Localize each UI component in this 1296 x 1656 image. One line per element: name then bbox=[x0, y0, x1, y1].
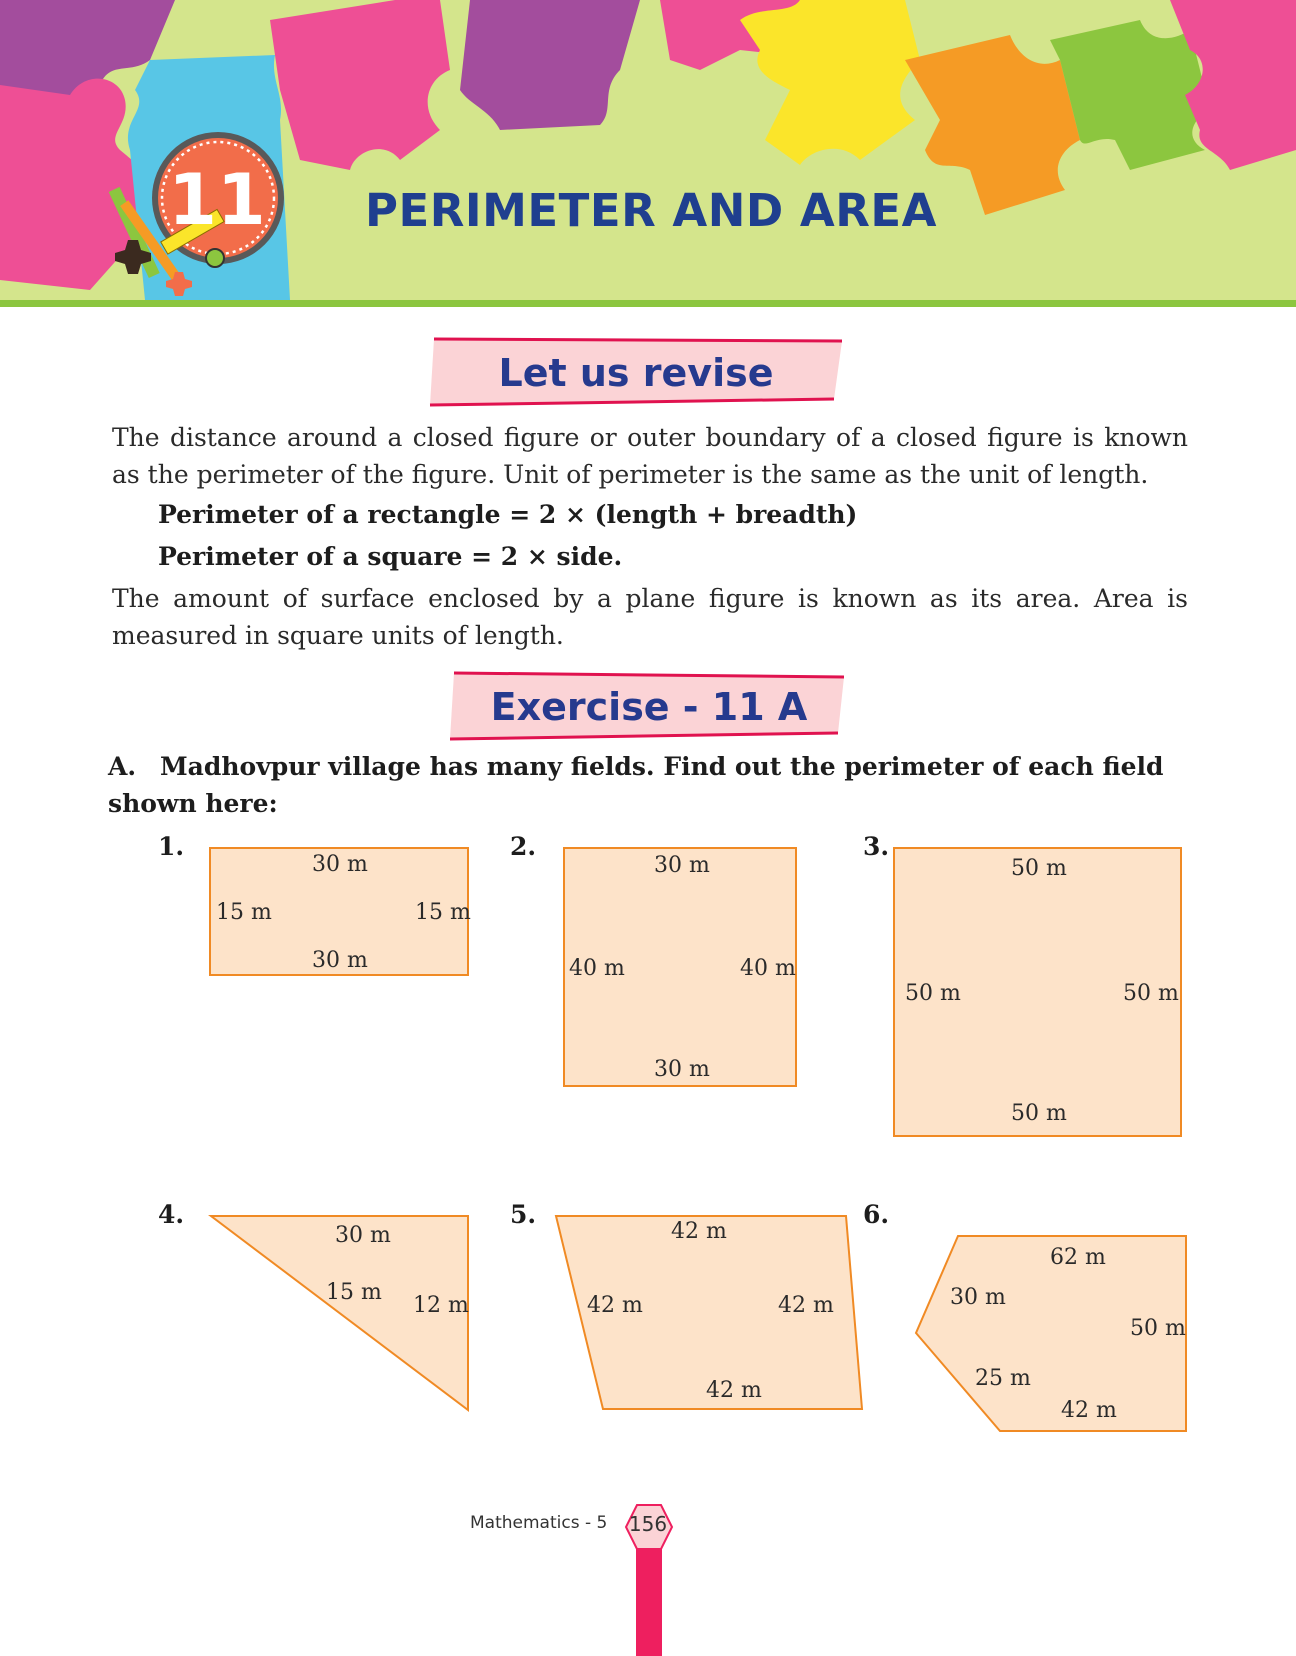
figure-6-number: 6. bbox=[863, 1200, 890, 1229]
figure-4-number: 4. bbox=[158, 1200, 185, 1229]
figure-2-left-label: 40 m bbox=[569, 956, 625, 981]
figure-3-number: 3. bbox=[863, 832, 890, 861]
rectangle-perimeter-formula: Perimeter of a rectangle = 2 × (length + breadth) bbox=[158, 500, 858, 529]
figure-5-number: 5. bbox=[510, 1200, 537, 1229]
figure-6-lower-slant-label: 25 m bbox=[975, 1366, 1031, 1391]
figure-2-number: 2. bbox=[510, 832, 537, 861]
figure-3-right-label: 50 m bbox=[1123, 981, 1179, 1006]
figure-5-left-label: 42 m bbox=[587, 1293, 643, 1318]
question-label: A. bbox=[108, 752, 137, 781]
figure-6-right-label: 50 m bbox=[1130, 1316, 1186, 1341]
figure-2-top-label: 30 m bbox=[654, 853, 710, 878]
figure-6-top-label: 62 m bbox=[1050, 1245, 1106, 1270]
figure-1-right-label: 15 m bbox=[415, 900, 471, 925]
figure-3-top-label: 50 m bbox=[1011, 856, 1067, 881]
figure-6-bottom-label: 42 m bbox=[1061, 1398, 1117, 1423]
figure-2-bottom-label: 30 m bbox=[654, 1057, 710, 1082]
area-definition: The amount of surface enclosed by a plane figure is known as its area. Area is measured in square units of length. bbox=[112, 584, 1188, 650]
figure-6-upper-slant-label: 30 m bbox=[950, 1285, 1006, 1310]
figure-1-bottom-label: 30 m bbox=[312, 948, 368, 973]
book-title: Mathematics - 5 bbox=[470, 1513, 608, 1533]
figure-1-number: 1. bbox=[158, 832, 185, 861]
revise-heading: Let us revise bbox=[498, 351, 774, 395]
figure-5-right-label: 42 m bbox=[778, 1293, 834, 1318]
figure-3-left-label: 50 m bbox=[905, 981, 961, 1006]
chapter-title: PERIMETER AND AREA bbox=[365, 184, 937, 237]
figure-4-right-label: 12 m bbox=[413, 1293, 469, 1318]
chapter-number: 11 bbox=[168, 159, 266, 241]
figure-2-right-label: 40 m bbox=[740, 956, 796, 981]
figure-4-top-label: 30 m bbox=[335, 1223, 391, 1248]
perimeter-definition: The distance around a closed figure or outer boundary of a closed figure is known as the perimeter of the figure. Unit of perimeter is the same as the unit of length. bbox=[112, 423, 1188, 489]
figure-5-bottom-label: 42 m bbox=[706, 1378, 762, 1403]
square-perimeter-formula: Perimeter of a square = 2 × side. bbox=[158, 542, 623, 571]
page-number: 156 bbox=[628, 1512, 668, 1536]
exercise-heading: Exercise - 11 A bbox=[490, 685, 808, 729]
figure-5-top-label: 42 m bbox=[671, 1219, 727, 1244]
question-text: Madhovpur village has many fields. Find out the perimeter of each field shown here: bbox=[108, 752, 1164, 818]
figure-1-left-label: 15 m bbox=[216, 900, 272, 925]
figure-4-hypotenuse-label: 15 m bbox=[326, 1280, 382, 1305]
figure-1-top-label: 30 m bbox=[312, 852, 368, 877]
figure-3-bottom-label: 50 m bbox=[1011, 1101, 1067, 1126]
